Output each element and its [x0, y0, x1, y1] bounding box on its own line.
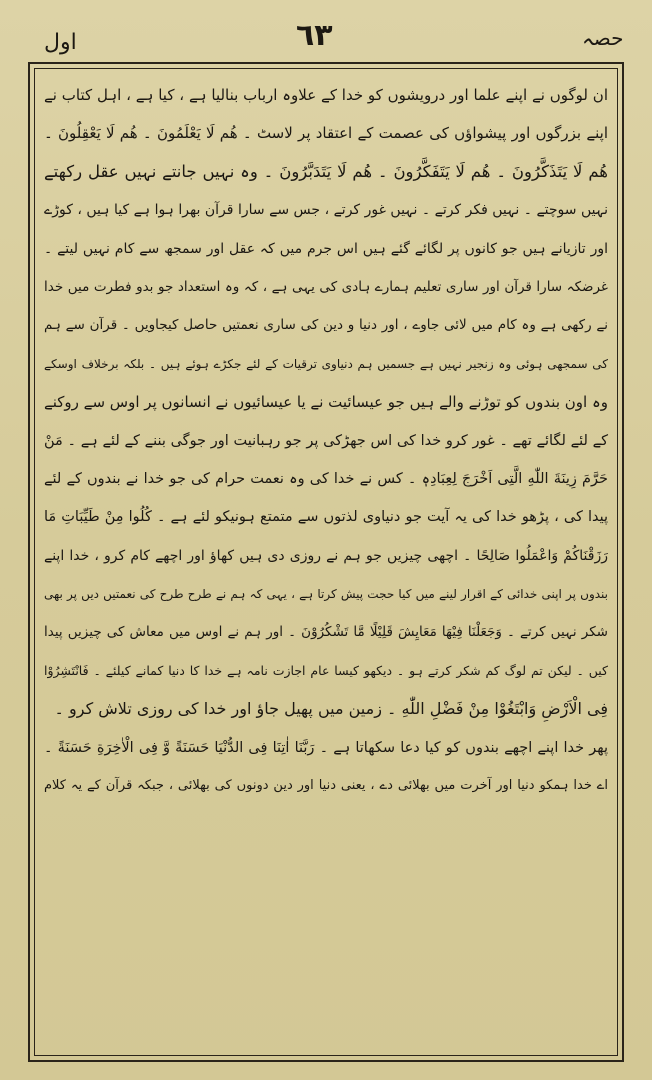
- text-line: وہ اون بندوں کو توڑنے والے ہیں جو عیسائیت نے یا عیسائیوں نے انسانوں پر اوس سے روکنے: [43, 393, 608, 412]
- text-line: نے رکھی ہے وہ کام میں لائی جاوے ، اور دنیا و دین کی ساری نعمتیں حاصل کیجاویں ۔ قرآن سے ہم: [44, 317, 608, 334]
- text-line: ھُم لَا یَتَذَکَّرُونَ ۔ ھُم لَا یَتَفَکَّرُونَ ۔ ھُم لَا یَتَدَبَّرُونَ ۔ وہ نہیں جانتے نہیں عقل رکھتے: [44, 161, 608, 181]
- text-line: شکر نہیں کرتے ۔ وَجَعَلْنَا فِیْهَا مَعَایِشَ قَلِیْلًا مَّا تَشْکُرُوْنَ ۔ اور ہم نے اوس میں معاش کی چیزیں پیدا: [44, 624, 608, 641]
- text-line: فِی الْاَرْضِ وَابْتَغُوْا مِنْ فَضْلِ اللّٰهِ ۔ زمین میں پھیل جاؤ اور خدا کی روزی تلاش کرو ۔: [54, 699, 608, 719]
- text-line: پھر خدا اپنے اچھے بندوں کو کیا دعا سکھاتا ہے ۔ رَبَّنَا اٰتِنَا فِی الدُّنْیَا حَسَنَةً وَّ فِی الْاٰخِرَةِ حَسَنَةً ۔: [44, 739, 608, 756]
- text-line: کی سمجھی ہوئی وہ زنجیر نہیں ہے جسمیں ہم دنیاوی ترقیات کے لئے جکڑے ہوئے ہیں ۔ بلکہ برخلاف اوسکے: [44, 356, 608, 371]
- page-header: [0, 18, 652, 62]
- text-line: ان لوگوں نے اپنے علما اور درویشوں کو خدا کے علاوہ ارباب بنالیا ہے ، کیا ہے ، اہل کتاب نے: [44, 86, 608, 104]
- text-line: اپنے بزرگوں اور پیشواؤں کی عصمت کے اعتقاد پر لاسٹ ۔ ھُم لَا یَعْلَمُونَ ۔ ھُم لَا یَعْقِلُونَ ۔: [44, 124, 608, 143]
- text-line: غرضکہ سارا قرآن اور ساری تعلیم ہمارے ہادی کی یہی ہے ، کہ وہ استعداد جو بدو فطرت میں خدا: [44, 278, 608, 295]
- text-line: اور تازیانے ہیں جو کانوں پر لگائے گئے ہیں اس جرم میں کہ عقل اور سمجھ سے کام نہیں لیتے ۔: [44, 240, 608, 257]
- header-part-label: حصہ: [582, 26, 624, 50]
- text-line: کے لئے لگائے تھے ۔ غور کرو خدا کی اس جھڑکی پر جو رہبانیت اور جوگی بننے کے لئے ہے ۔ مَنْ: [44, 432, 608, 449]
- body-text: [40, 76, 612, 805]
- text-line: حَرَّمَ زِینَةَ اللّٰهِ الَّتِی اَخْرَجَ لِعِبَادِہٖ ۔ کس نے خدا کی وہ نعمت حرام کی جو خدا نے بندوں کے لئے: [44, 470, 608, 487]
- text-line: نہیں سوچتے ۔ نہیں فکر کرتے ۔ نہیں غور کرتے ، جس سے سارا قرآن بھرا ہوا ہے کیا ہیں ، کوڑے: [44, 202, 608, 219]
- text-line: رَزَقْنَاکُمْ وَاعْمَلُوا صَالِحًا ۔ اچھی چیزیں جو ہم نے روزی دی ہیں کھاؤ اور اچھے کام کرو ، خدا اپنے: [44, 547, 608, 564]
- text-line: بندوں پر اپنی خدائی کے اقرار لینے میں کیا حجت پیش کرتا ہے ، یہی کہ ہم نے طرح طرح کی نعمتیں دیں پر بھی: [44, 587, 608, 602]
- text-line: کیں ۔ لیکن تم لوگ کم شکر کرتے ہو ۔ دیکھو کیسا عام اجازت نامہ ہے خدا کا دنیا کمانے کیلئے ۔ فَانْتَشِرُوْا: [44, 662, 608, 678]
- text-line: پیدا کی ، پڑھو خدا کی یہ آیت جو دنیاوی لذتوں سے متمتع ہونیکو لئے ہے ۔ کُلُوا مِنْ طَیِّبَاتِ مَا: [44, 509, 608, 526]
- header-volume-label: اول: [44, 30, 77, 55]
- text-line: اے خدا ہمکو دنیا اور آخرت میں بھلائی دے ، یعنی دنیا اور دین دونوں کی بھلائی ، جبکہ قرآن کے یہ کلام: [44, 778, 608, 794]
- page-number: ٦٣: [296, 18, 333, 53]
